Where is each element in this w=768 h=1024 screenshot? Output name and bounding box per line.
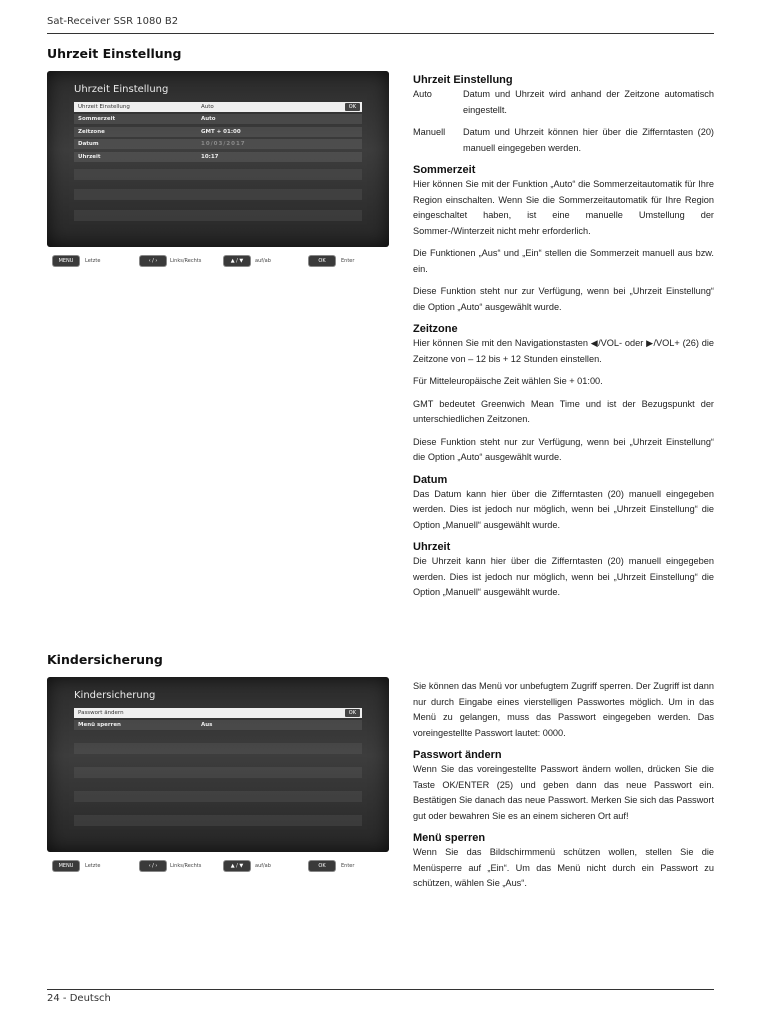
left-right-key-label: Links/Rechts	[170, 258, 202, 264]
section-title-uhrzeit: Uhrzeit Einstellung	[47, 46, 182, 61]
heading-uhrzeit: Uhrzeit	[413, 541, 451, 553]
empty-row	[74, 169, 362, 180]
empty-row	[74, 189, 362, 200]
control-legend	[47, 859, 389, 873]
left-right-key-icon: ‹ / ›	[140, 256, 166, 266]
empty-row	[74, 791, 362, 802]
footer-language: Deutsch	[69, 993, 111, 1004]
left-right-key-icon: ‹ / ›	[140, 861, 166, 871]
empty-row	[74, 743, 362, 754]
menu-row-zeitzone: Zeitzone GMT + 01:00	[74, 127, 362, 137]
definition-manuell: Manuell Datum und Uhrzeit können hier über die Zifferntasten (20) manuell eingegeben werden.	[413, 127, 714, 153]
paragraph: Sie können das Menü vor unbefugtem Zugriff sperren. Der Zugriff ist dann nur durch Eingabe eines vierstelligen Passwortes möglich. Um in das Menü zu gelangen, muss das Passwort eingegeben werden. Das voreingestellte Passwort lautet: 0000.	[413, 681, 714, 738]
screen-title: Uhrzeit Einstellung	[74, 84, 169, 95]
screen-title: Kindersicherung	[74, 690, 156, 701]
ok-badge: OK	[345, 709, 360, 717]
tv-screenshot-uhrzeit	[47, 71, 389, 247]
tv-screenshot-kindersicherung	[47, 677, 389, 852]
ok-key-icon: OK	[309, 861, 335, 871]
text-column-uhrzeit	[413, 73, 714, 601]
running-header: Sat-Receiver SSR 1080 B2	[47, 16, 179, 27]
up-down-key-icon: ▲ / ▼	[224, 861, 250, 871]
menu-key-icon: MENU	[53, 861, 79, 871]
page-footer: 24 - Deutsch	[47, 993, 111, 1004]
menu-row-datum: Datum 10/03/2017	[74, 139, 362, 149]
paragraph: Hier können Sie mit der Funktion „Auto“ die Sommerzeitautomatik für Ihre Region einschalten. Wenn Sie die Sommerzeitautomatik für Ihre Region eingeschaltet haben, ist eine manuelle Umstellung der Sommer-/Winterzeit nicht mehr erforderlich.	[413, 179, 714, 236]
section-title-kindersicherung: Kindersicherung	[47, 652, 163, 667]
paragraph: Wenn Sie das Bildschirmmenü schützen wollen, stellen Sie die Menüsperre auf „Ein“. Um das Menü nicht durch ein Passwort zu schützen, wählen Sie „Aus“.	[413, 847, 714, 888]
heading-sommerzeit: Sommerzeit	[413, 164, 476, 176]
empty-row	[74, 210, 362, 221]
paragraph: GMT bedeutet Greenwich Mean Time und ist der Bezugspunkt der unterschiedlichen Zeitzonen.	[413, 398, 714, 424]
menu-row-menue-sperren: Menü sperren Aus	[74, 720, 362, 730]
heading-datum: Datum	[413, 473, 448, 486]
heading-menue-sperren: Menü sperren	[413, 832, 486, 844]
paragraph: Für Mitteleuropäische Zeit wählen Sie + 01:00.	[413, 376, 603, 386]
paragraph: Die Uhrzeit kann hier über die Zifferntasten (20) manuell eingegeben werden. Dies ist jedoch nur möglich, wenn bei „Uhrzeit Einstellung“ die Option „Manuell“ ausgewählt wurde.	[413, 556, 714, 597]
page-number: 24	[47, 993, 60, 1004]
menu-row-sommerzeit: Sommerzeit Auto	[74, 114, 362, 124]
paragraph: Diese Funktion steht nur zur Verfügung, wenn bei „Uhrzeit Einstellung“ die Option „Auto“ ausgewählt wurde.	[413, 286, 714, 312]
paragraph: Die Funktionen „Aus“ und „Ein“ stellen die Sommerzeit manuell aus bzw. ein.	[413, 248, 714, 274]
ok-key-icon: OK	[309, 256, 335, 266]
menu-row-passwort-aendern: Passwort ändern OK	[74, 708, 362, 718]
header-rule	[47, 33, 714, 34]
definition-auto: Auto Datum und Uhrzeit wird anhand der Zeitzone automatisch eingestellt.	[413, 89, 714, 115]
heading-zeitzone: Zeitzone	[413, 323, 458, 335]
menu-row-uhrzeit: Uhrzeit 10:17	[74, 152, 362, 162]
empty-row	[74, 815, 362, 826]
menu-key-label: Letzte	[85, 258, 101, 264]
menu-row-uhrzeit-einstellung: Uhrzeit Einstellung Auto OK	[74, 102, 362, 112]
heading-uhrzeit-einstellung: Uhrzeit Einstellung	[413, 74, 513, 86]
paragraph: Diese Funktion steht nur zur Verfügung, wenn bei „Uhrzeit Einstellung“ die Option „Auto“ ausgewählt wurde.	[413, 436, 714, 462]
paragraph: Hier können Sie mit den Navigationstasten ◀/VOL- oder ▶/VOL+ (26) die Zeitzone von – 12 bis + 12 Stunden einstellen.	[413, 338, 714, 364]
heading-passwort-aendern: Passwort ändern	[413, 749, 502, 761]
up-down-key-icon: ▲ / ▼	[224, 256, 250, 266]
menu-key-icon: MENU	[53, 256, 79, 266]
footer-rule	[47, 989, 714, 990]
ok-key-label: Enter	[341, 863, 355, 869]
left-right-key-label: Links/Rechts	[170, 863, 202, 869]
menu-key-label: Letzte	[85, 863, 101, 869]
control-legend	[47, 254, 389, 268]
empty-row	[74, 767, 362, 778]
text-column-kindersicherung	[413, 679, 714, 892]
paragraph: Das Datum kann hier über die Zifferntasten (20) manuell eingegeben werden. Dies ist jedoch nur möglich, wenn bei „Uhrzeit Einstellung“ die Option „Manuell“ ausgewählt wurde.	[413, 488, 714, 530]
paragraph: Wenn Sie das voreingestellte Passwort ändern wollen, drücken Sie die Taste OK/ENTER (25) und geben dann das neue Passwort ein. Bestätigen Sie danach das neue Passwort. Merken Sie sich das Passwort gut oder bewahren Sie es an einem sicheren Ort auf!	[413, 764, 714, 821]
ok-badge: OK	[345, 103, 360, 111]
up-down-key-label: auf/ab	[255, 863, 271, 869]
ok-key-label: Enter	[341, 258, 355, 264]
up-down-key-label: auf/ab	[255, 258, 271, 264]
